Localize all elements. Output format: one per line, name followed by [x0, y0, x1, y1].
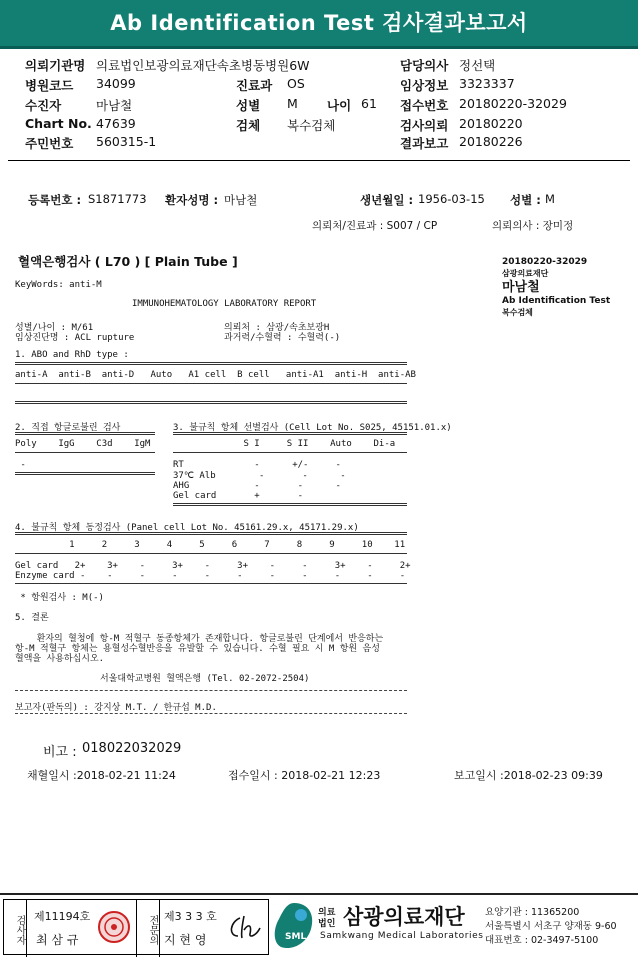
screen-row: 37℃ Alb - - -	[173, 471, 346, 481]
sex-label: 성별	[236, 98, 261, 113]
keywords: KeyWords: anti-M	[15, 280, 102, 290]
rule	[15, 432, 155, 435]
inspector-label: 검사자	[4, 900, 27, 957]
org-english: Samkwang Medical Laboratories	[320, 931, 484, 941]
sticker-id: 20180220-32029	[502, 257, 588, 267]
rule	[15, 362, 407, 365]
patient-value: 마남철	[96, 98, 133, 113]
doc-sex-label: 성별 :	[510, 193, 541, 207]
header-divider	[8, 160, 630, 161]
rule	[173, 432, 407, 435]
reg-value: S1871773	[88, 192, 147, 206]
dob-value: 1956-03-15	[418, 192, 485, 206]
abo-title: 1. ABO and RhD type :	[15, 350, 129, 360]
rrn-value: 560315-1	[96, 134, 157, 149]
sticker-name: 마남철	[502, 280, 540, 295]
specimen-label-sticker	[502, 257, 627, 318]
doc-sex-value: M	[545, 192, 555, 206]
dat-value: -	[15, 460, 26, 470]
age-value: 61	[361, 96, 377, 111]
received-time: 접수일시 : 2018-02-21 12:23	[228, 769, 381, 782]
sticker-specimen: 복수검체	[502, 308, 533, 317]
logo-text: SML	[285, 932, 307, 942]
institution-label: 의뢰기관명	[25, 58, 86, 73]
lab-report-title: IMMUNOHEMATOLOGY LABORATORY REPORT	[132, 299, 317, 309]
reviewer-license: 제3 3 3 호	[164, 910, 217, 923]
clinical-label: 임상정보	[400, 78, 449, 93]
specimen-label: 검체	[236, 118, 261, 133]
org-phone: 대표번호 : 02-3497-5100	[485, 935, 599, 946]
conclusion-title: 5. 결론	[15, 613, 49, 623]
remark-label: 비고 :	[43, 745, 77, 760]
conclusion-line: 환자의 혈청에 항-M 적혈구 동종항체가 존재합니다. 항글로불린 단계에서 반응하는	[15, 634, 384, 644]
lab-name: 서울대학교병원 혈액은행 (Tel. 02-2072-2504)	[100, 674, 310, 684]
rule	[15, 713, 407, 714]
patient-label: 수진자	[25, 98, 62, 113]
ordering-site: 의뢰처 : 삼광/속초보광H	[224, 323, 330, 333]
patient-name-value: 마남철	[224, 193, 258, 207]
clinical-value: 3323337	[459, 76, 515, 91]
inspector-seal	[97, 910, 131, 944]
inspector-name: 최 삼 규	[36, 933, 79, 947]
panel-header: 1 2 3 4 5 6 7 8 9 10 11	[15, 540, 406, 550]
transfusion-history: 과거력/수혈력 : 수혈력(-)	[224, 333, 341, 343]
dob-label: 생년월일 :	[360, 193, 414, 207]
dept-line: 의뢰처/진료과 : S007 / CP	[312, 220, 438, 232]
org-name: 삼광의료재단	[343, 905, 465, 929]
report-footer	[0, 893, 638, 961]
ordering-doctor: 의뢰의사 : 장미정	[492, 220, 574, 232]
dat-header: Poly IgG C3d IgM	[15, 439, 151, 449]
panel-gel-row: Gel card 2+ 3+ - 3+ - 3+ - - 3+ - 2+	[15, 561, 411, 571]
screen-title: 3. 불규칙 항체 선별검사 (Cell Lot No. S025, 45151.01.x)	[173, 423, 452, 433]
antigen-test: * 항원검사 : M(-)	[15, 593, 104, 603]
remark-value: 018022032029	[82, 741, 182, 756]
org-prefix: 의료법인	[318, 908, 336, 929]
doctor-value: 정선택	[459, 58, 496, 73]
sex-age: 성별/나이 : M/61	[15, 323, 94, 333]
report-title: Ab Identification Test 검사결과보고서	[0, 0, 638, 49]
rule	[15, 383, 407, 384]
request-label: 검사의뢰	[400, 118, 449, 133]
org-address: 서울특별시 서초구 양재동 9-60	[485, 921, 617, 932]
chart-value: 47639	[96, 116, 136, 131]
rule	[15, 452, 155, 453]
institution-value: 의료법인보광의료재단속초병동병원6W	[96, 58, 310, 73]
panel-title: 4. 불규칙 항체 동정검사 (Panel cell Lot No. 45161.29.x, 45171.29.x)	[15, 523, 359, 533]
reporter: 보고자(판독의) : 강지상 M.T. / 한규섭 M.D.	[15, 703, 217, 713]
receipt-value: 20180220-32029	[459, 96, 567, 111]
dept-label: 진료과	[236, 78, 273, 93]
inspector-license: 제11194호	[34, 910, 91, 923]
sex-value: M	[287, 96, 298, 111]
screen-header: S I S II Auto Di-a	[173, 439, 396, 449]
rule	[15, 401, 407, 404]
reg-label: 등록번호 :	[28, 193, 82, 207]
age-label: 나이	[327, 98, 352, 113]
reviewer-name: 지 현 영	[164, 933, 207, 947]
rule	[15, 690, 407, 691]
doctor-label: 담당의사	[400, 58, 449, 73]
panel-enzyme-row: Enzyme card - - - - - - - - - - -	[15, 571, 406, 581]
specimen-value: 복수검체	[287, 118, 336, 133]
reviewer-signature	[226, 910, 264, 944]
abo-header: anti-A anti-B anti-D Auto A1 cell B cell anti-A1 anti-H anti-AB	[15, 370, 416, 380]
chart-label: Chart No.	[25, 116, 92, 131]
sticker-test: Ab Identification Test	[502, 296, 611, 306]
rule	[15, 553, 407, 554]
diagnosis: 임상진단명 : ACL rupture	[15, 333, 135, 343]
rule	[15, 583, 407, 584]
screen-row: RT - +/- -	[173, 460, 341, 470]
reported-time: 보고일시 :2018-02-23 09:39	[454, 769, 603, 782]
section-title: 혈액은행검사 ( L70 ) [ Plain Tube ]	[18, 254, 238, 269]
report-date-value: 20180226	[459, 134, 523, 149]
rule	[15, 532, 407, 535]
rrn-label: 주민번호	[25, 136, 74, 151]
sml-logo-icon	[271, 901, 317, 953]
rule	[15, 472, 155, 475]
report-date-label: 결과보고	[400, 136, 449, 151]
rule	[173, 503, 407, 506]
sticker-org: 삼광의료재단	[502, 269, 549, 278]
dept-value: OS	[287, 76, 305, 91]
hospital-code-label: 병원코드	[25, 78, 74, 93]
conclusion-line: 혈액을 사용하십시오.	[15, 654, 105, 664]
hospital-code-value: 34099	[96, 76, 136, 91]
screen-row: AHG - - -	[173, 481, 341, 491]
reviewer-label: 전문의	[136, 900, 160, 957]
conclusion-line: 항-M 적혈구 항체는 용혈성수혈반응을 유발할 수 있습니다. 수혈 필요 시 M 항원 음성	[15, 644, 380, 654]
collect-time: 채혈일시 :2018-02-21 11:24	[27, 769, 176, 782]
rule	[173, 452, 407, 453]
patient-name-label: 환자성명 :	[165, 193, 219, 207]
screen-row: Gel card + -	[173, 491, 304, 501]
dat-title: 2. 직접 항글로불린 검사	[15, 423, 121, 433]
request-value: 20180220	[459, 116, 523, 131]
institution-code: 요양기관 : 11365200	[485, 907, 580, 918]
signature-box	[3, 899, 269, 955]
receipt-label: 접수번호	[400, 98, 449, 113]
